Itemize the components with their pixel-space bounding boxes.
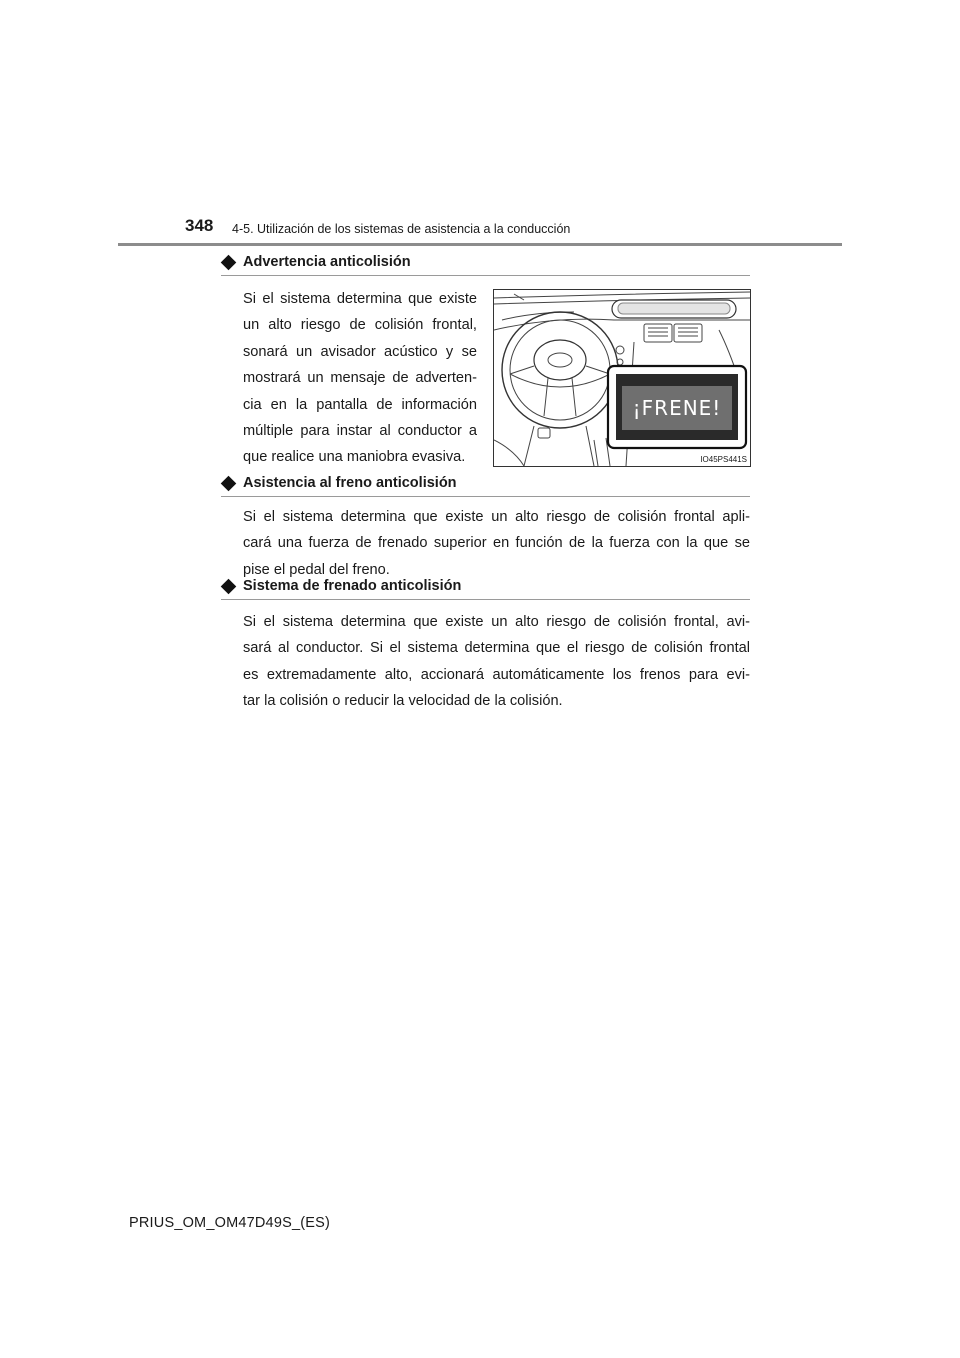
- text-line: pise el pedal del freno.: [243, 561, 390, 578]
- chapter-title: 4-5. Utilización de los sistemas de asistencia a la conducción: [232, 222, 571, 236]
- section-body-advertencia: [243, 286, 477, 471]
- text-line: sonará un avisador acústico y se: [243, 343, 477, 360]
- diamond-bullet-icon: [221, 475, 237, 491]
- section-underline: [221, 496, 750, 497]
- text-line: tar la colisión o reducir la velocidad de la colisión.: [243, 693, 563, 710]
- diamond-bullet-icon: [221, 578, 237, 594]
- diamond-bullet-icon: [221, 254, 237, 270]
- page-number: 348: [185, 216, 214, 235]
- document-id: PRIUS_OM_OM47D49S_(ES): [129, 1215, 331, 1231]
- text-line: un alto riesgo de colisión frontal,: [243, 317, 477, 334]
- section-heading-advertencia: [221, 254, 411, 270]
- text-line: Si el sistema determina que existe: [243, 291, 477, 307]
- text-line: Si el sistema determina que existe un alto riesgo de colisión frontal, avi-: [243, 614, 750, 630]
- section-underline: [221, 599, 750, 600]
- text-line: cia en la pantalla de información: [243, 396, 477, 413]
- figure-code: IO45PS441S: [700, 455, 747, 464]
- dashboard-illustration: [493, 289, 751, 467]
- text-line: que realice una maniobra evasiva.: [243, 449, 466, 466]
- section-title: Advertencia anticolisión: [243, 254, 411, 270]
- warning-message: ¡FRENE!: [632, 396, 722, 420]
- text-line: Si el sistema determina que existe un alto riesgo de colisión frontal apli-: [243, 509, 750, 525]
- section-heading-frenado: [221, 578, 461, 594]
- dashboard-drawing: [494, 290, 750, 466]
- section-title: Sistema de frenado anticolisión: [243, 578, 462, 594]
- text-line: sará al conductor. Si el sistema determina que el riesgo de colisión frontal: [243, 640, 750, 657]
- text-line: cará una fuerza de frenado superior en función de la fuerza con la que se: [243, 535, 750, 552]
- section-title: Asistencia al freno anticolisión: [243, 475, 457, 491]
- text-line: es extremadamente alto, accionará automáticamente los frenos para evi-: [243, 666, 750, 683]
- section-body-frenado: [243, 609, 750, 715]
- header-rule: [118, 243, 842, 246]
- section-body-asistencia: [243, 504, 750, 583]
- section-heading-asistencia: [221, 475, 457, 491]
- section-underline: [221, 275, 750, 276]
- text-line: múltiple para instar al conductor a: [243, 423, 477, 440]
- text-line: mostrará un mensaje de adverten-: [243, 370, 477, 387]
